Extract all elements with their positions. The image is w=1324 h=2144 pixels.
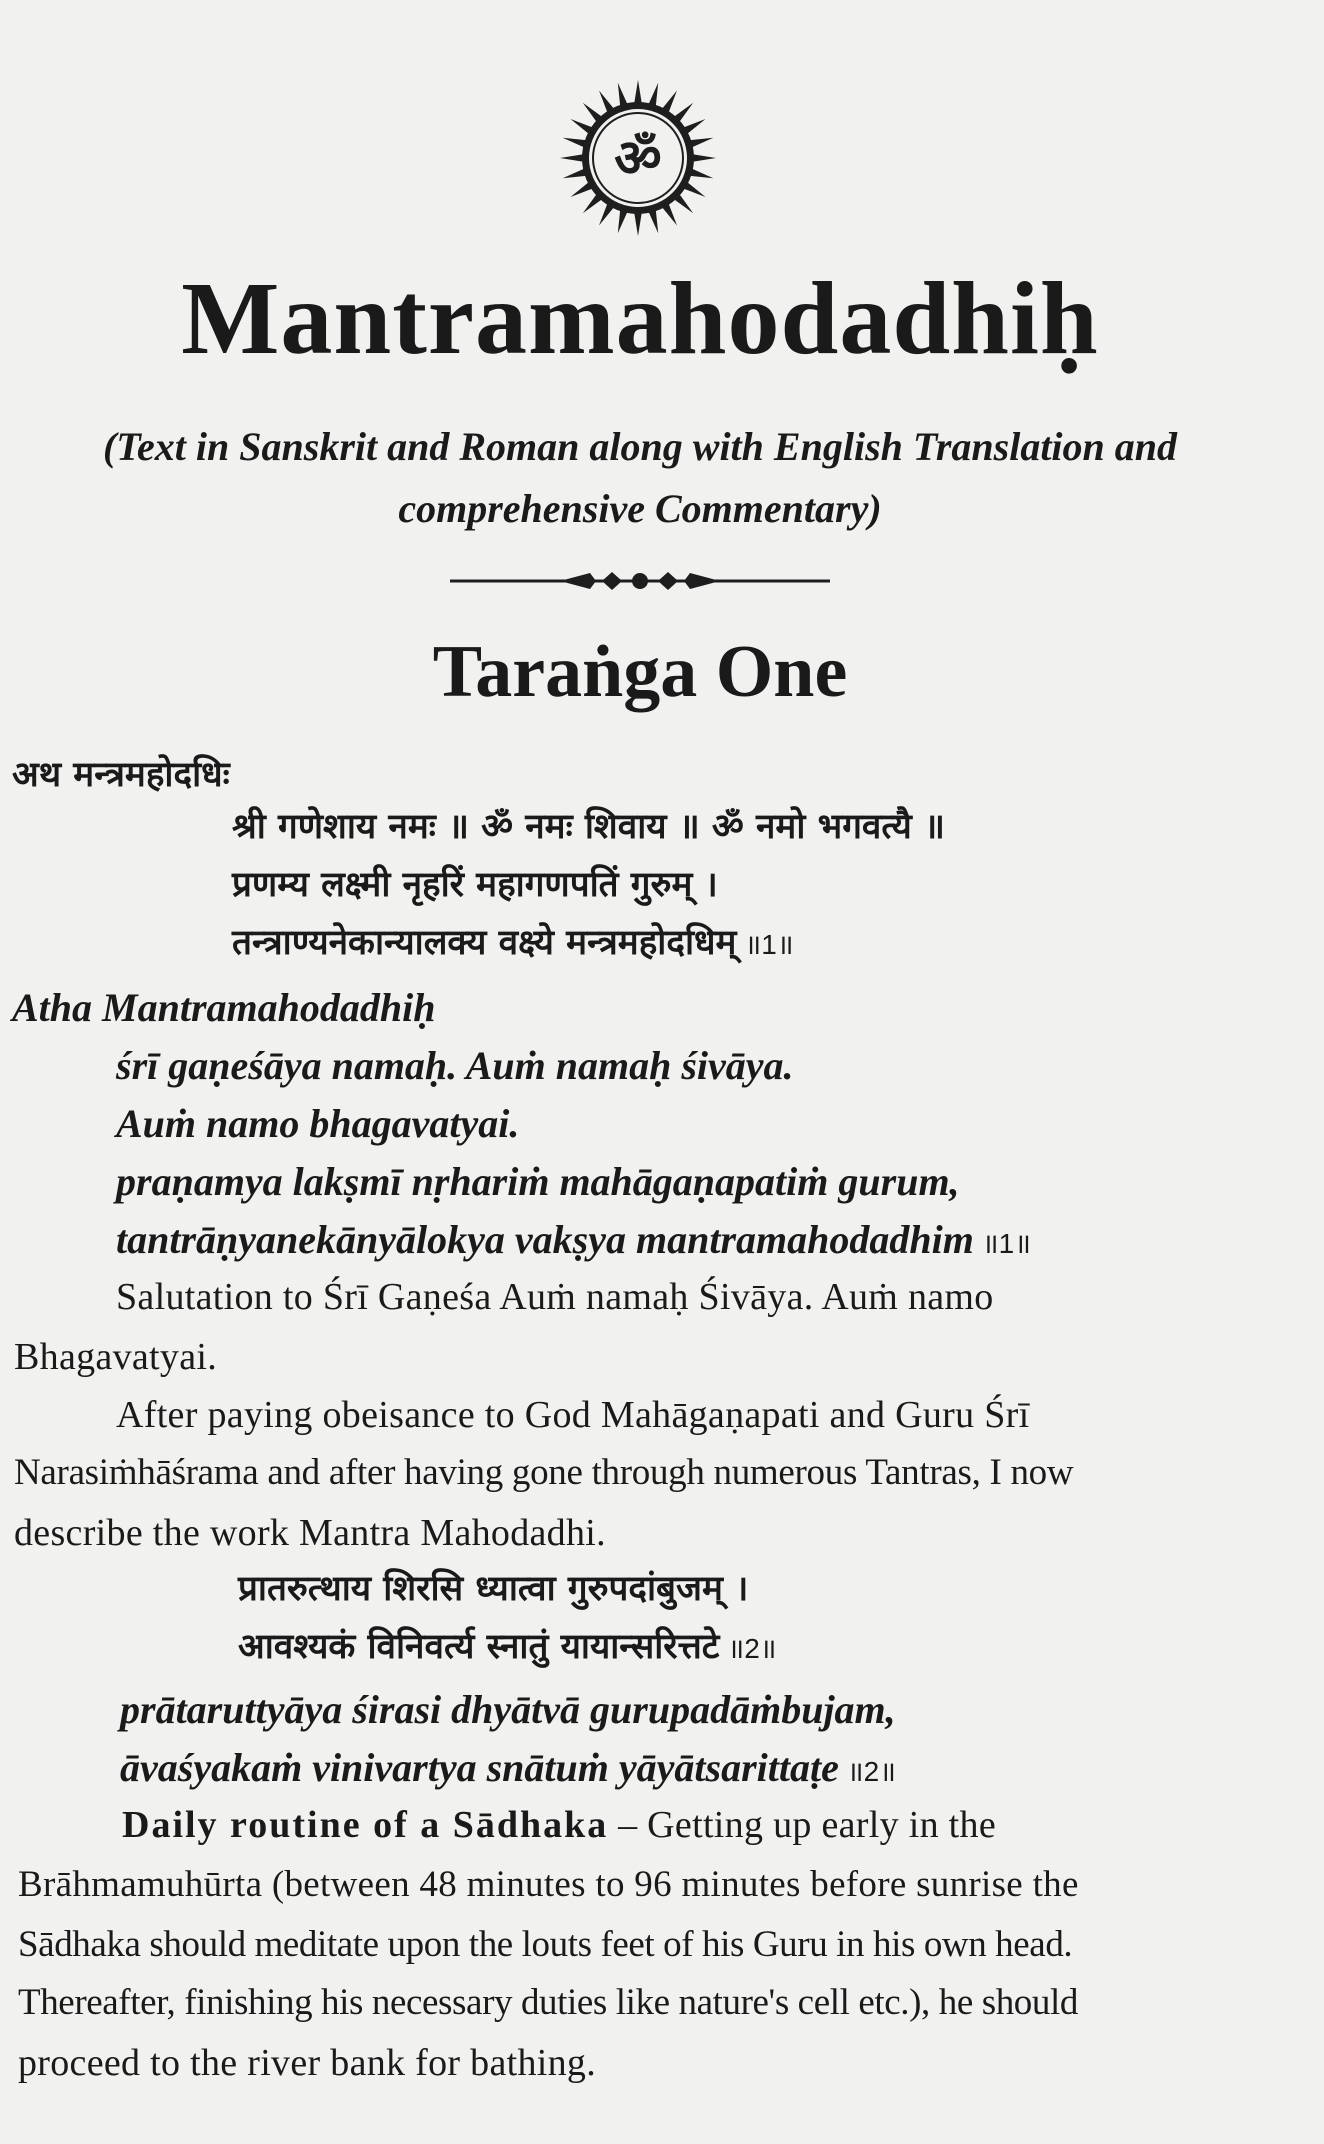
roman-verse-line: Auṁ namo bhagavatyai. xyxy=(116,1101,520,1146)
sanskrit-verse-line xyxy=(238,1627,777,1667)
translation-line: Bhagavatyai. xyxy=(14,1336,218,1378)
sanskrit-verse-text: तन्त्राण्यनेकान्यालक्य वक्ष्ये मन्त्रमहोदधिम् xyxy=(232,923,737,963)
verse-number: ॥1॥ xyxy=(744,929,794,960)
translation-line: Narasiṁhāśrama and after having gone through numerous Tantras, I now xyxy=(14,1452,1074,1493)
roman-verse-text: tantrāṇyanekānyālokya vakṣya mantramahodadhim xyxy=(116,1217,974,1262)
commentary-line: Brāhmamuhūrta (between 48 minutes to 96 minutes before sunrise the xyxy=(18,1864,1079,1905)
chapter-title: Taraṅga One xyxy=(432,631,848,713)
sun-ray xyxy=(560,154,584,162)
commentary-heading: Daily routine of a Sādhaka xyxy=(122,1804,609,1846)
commentary-line: Sādhaka should meditate upon the louts feet of his Guru in his own head. xyxy=(18,1924,1073,1965)
commentary-line: Thereafter, finishing his necessary duties like nature's cell etc.), he should xyxy=(18,1982,1078,2023)
verse-number: ॥1॥ xyxy=(981,1228,1031,1259)
sun-ray xyxy=(634,80,642,104)
roman-verse-line: praṇamya lakṣmī nṛhariṁ mahāgaṇapatiṁ gurum, xyxy=(116,1159,960,1204)
translation-line: describe the work Mantra Mahodadhi. xyxy=(14,1512,606,1554)
sun-ray xyxy=(634,212,642,236)
sanskrit-verse-line: प्रातरुत्थाय शिरसि ध्यात्वा गुरुपदांबुजम् । xyxy=(238,1569,749,1609)
commentary-line: proceed to the river bank for bathing. xyxy=(18,2042,597,2084)
sanskrit-verse-text: आवश्यकं विनिवर्त्य स्नातुं यायान्सरित्तटे xyxy=(238,1627,720,1667)
ornamental-divider xyxy=(450,566,830,596)
sanskrit-verse-line xyxy=(232,923,794,963)
sanskrit-intro: अथ मन्त्रमहोदधिः xyxy=(12,755,230,795)
subtitle-line-2: comprehensive Commentary) xyxy=(398,486,882,531)
sanskrit-verse-line: श्री गणेशाय नमः ॥ ॐ नमः शिवाय ॥ ॐ नमो भगवत्यै ॥ xyxy=(232,807,945,847)
roman-verse-line: śrī gaṇeśāya namaḥ. Auṁ namaḥ śivāya. xyxy=(116,1043,794,1088)
subtitle-line-1: (Text in Sanskrit and Roman along with English Translation and xyxy=(102,424,1178,469)
roman-verse-text: āvaśyakaṁ vinivartya snātuṁ yāyātsarittaṭe xyxy=(120,1745,839,1790)
roman-intro: Atha Mantramahodadhiḥ xyxy=(12,985,436,1030)
sun-ray xyxy=(692,154,716,162)
translation-line: After paying obeisance to God Mahāgaṇapati and Guru Śrī xyxy=(116,1394,1030,1436)
om-glyph: ॐ xyxy=(614,129,662,189)
book-subtitle xyxy=(0,416,1280,540)
book-title: Mantramahodadhiḥ xyxy=(181,261,1099,376)
roman-verse-line xyxy=(116,1217,1031,1262)
roman-verse-line xyxy=(120,1745,896,1790)
verse-number: ॥2॥ xyxy=(727,1633,777,1664)
roman-verse-line: prātaruttyāya śirasi dhyātvā gurupadāṁbujam, xyxy=(120,1687,896,1732)
verse-number: ॥2॥ xyxy=(846,1756,896,1787)
commentary-text: – Getting up early in the xyxy=(608,1804,996,1846)
commentary-first-line xyxy=(122,1806,996,1844)
om-sun-icon xyxy=(556,76,720,240)
sanskrit-verse-line: प्रणम्य लक्ष्मी नृहरिं महागणपतिं गुरुम् । xyxy=(232,865,718,905)
translation-line: Salutation to Śrī Gaṇeśa Auṁ namaḥ Śivāya. Auṁ namo xyxy=(116,1276,994,1318)
